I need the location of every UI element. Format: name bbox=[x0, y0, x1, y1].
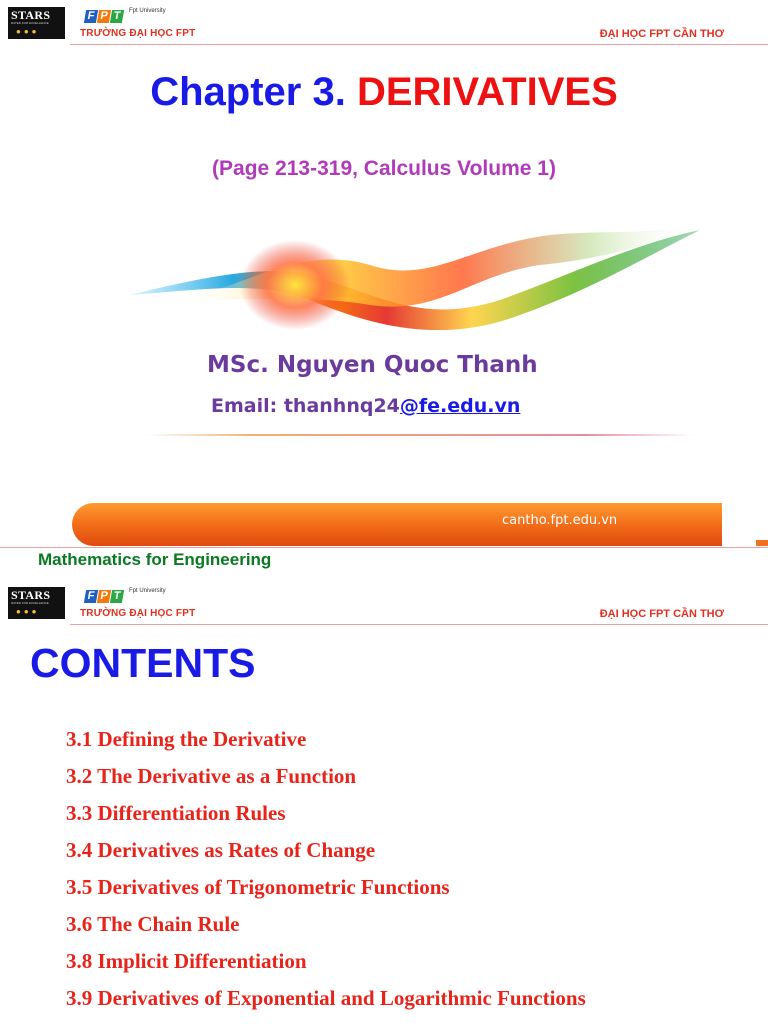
chapter-name: DERIVATIVES bbox=[356, 70, 618, 114]
campus-name: ĐẠI HỌC FPT CẦN THƠ bbox=[599, 28, 724, 40]
stars-rating-icon: ●●● bbox=[16, 27, 40, 36]
author-email bbox=[211, 395, 520, 417]
website-banner bbox=[72, 503, 722, 546]
stars-tagline: RATED FOR EXCELLENCE bbox=[11, 601, 49, 605]
fpt-logo bbox=[85, 6, 166, 24]
fpt-university-label: Fpt University bbox=[129, 588, 166, 594]
chapter-title bbox=[0, 70, 768, 115]
contents-item: 3.6 The Chain Rule bbox=[66, 912, 240, 936]
author-name: MSc. Nguyen Quoc Thanh bbox=[207, 352, 538, 378]
contents-title: CONTENTS bbox=[30, 640, 256, 686]
contents-list bbox=[66, 728, 586, 1024]
decorative-swoosh bbox=[120, 205, 710, 355]
author-divider bbox=[145, 434, 693, 436]
fpt-letter: T bbox=[110, 590, 124, 603]
contents-slide bbox=[0, 580, 768, 1024]
stars-logo bbox=[8, 587, 65, 619]
contents-item: 3.5 Derivatives of Trigonometric Functions bbox=[66, 875, 450, 899]
contents-item: 3.8 Implicit Differentiation bbox=[66, 949, 307, 973]
email-domain-link[interactable]: @fe.edu.vn bbox=[399, 395, 521, 417]
course-footer: Mathematics for Engineering bbox=[38, 550, 272, 569]
fpt-letter: T bbox=[110, 10, 124, 23]
contents-item: 3.2 The Derivative as a Function bbox=[66, 764, 357, 788]
header-divider bbox=[70, 44, 768, 45]
slide-header bbox=[0, 580, 768, 626]
stars-tagline: RATED FOR EXCELLENCE bbox=[11, 21, 49, 25]
fpt-letter: P bbox=[97, 590, 111, 603]
header-divider bbox=[70, 624, 768, 625]
stars-rating-icon: ●●● bbox=[16, 607, 40, 616]
contents-item: 3.9 Derivatives of Exponential and Logarithmic Functions bbox=[66, 986, 586, 1010]
fpt-university-label: Fpt University bbox=[129, 8, 166, 14]
footer-divider bbox=[0, 547, 768, 548]
stars-logo-text: STARS bbox=[11, 8, 51, 22]
fpt-letter: P bbox=[97, 10, 111, 23]
website-url: cantho.fpt.edu.vn bbox=[502, 513, 618, 528]
fpt-letter: F bbox=[84, 590, 98, 603]
slide-header bbox=[0, 0, 768, 46]
campus-name: ĐẠI HỌC FPT CẦN THƠ bbox=[599, 608, 724, 620]
chapter-number: Chapter 3. bbox=[150, 70, 346, 114]
banner-accent bbox=[756, 540, 768, 546]
fpt-letter: F bbox=[84, 10, 98, 23]
fpt-logo bbox=[85, 586, 166, 604]
chapter-subtitle: (Page 213-319, Calculus Volume 1) bbox=[212, 157, 556, 180]
contents-item: 3.4 Derivatives as Rates of Change bbox=[66, 838, 376, 862]
school-name: TRƯỜNG ĐẠI HỌC FPT bbox=[80, 28, 196, 39]
swoosh-glow bbox=[240, 240, 350, 330]
contents-item: 3.3 Differentiation Rules bbox=[66, 801, 286, 825]
stars-logo bbox=[8, 7, 65, 39]
stars-logo-text: STARS bbox=[11, 588, 51, 602]
contents-item: 3.1 Defining the Derivative bbox=[66, 727, 307, 751]
school-name: TRƯỜNG ĐẠI HỌC FPT bbox=[80, 608, 196, 619]
email-label: Email: thanhnq24 bbox=[211, 395, 400, 417]
